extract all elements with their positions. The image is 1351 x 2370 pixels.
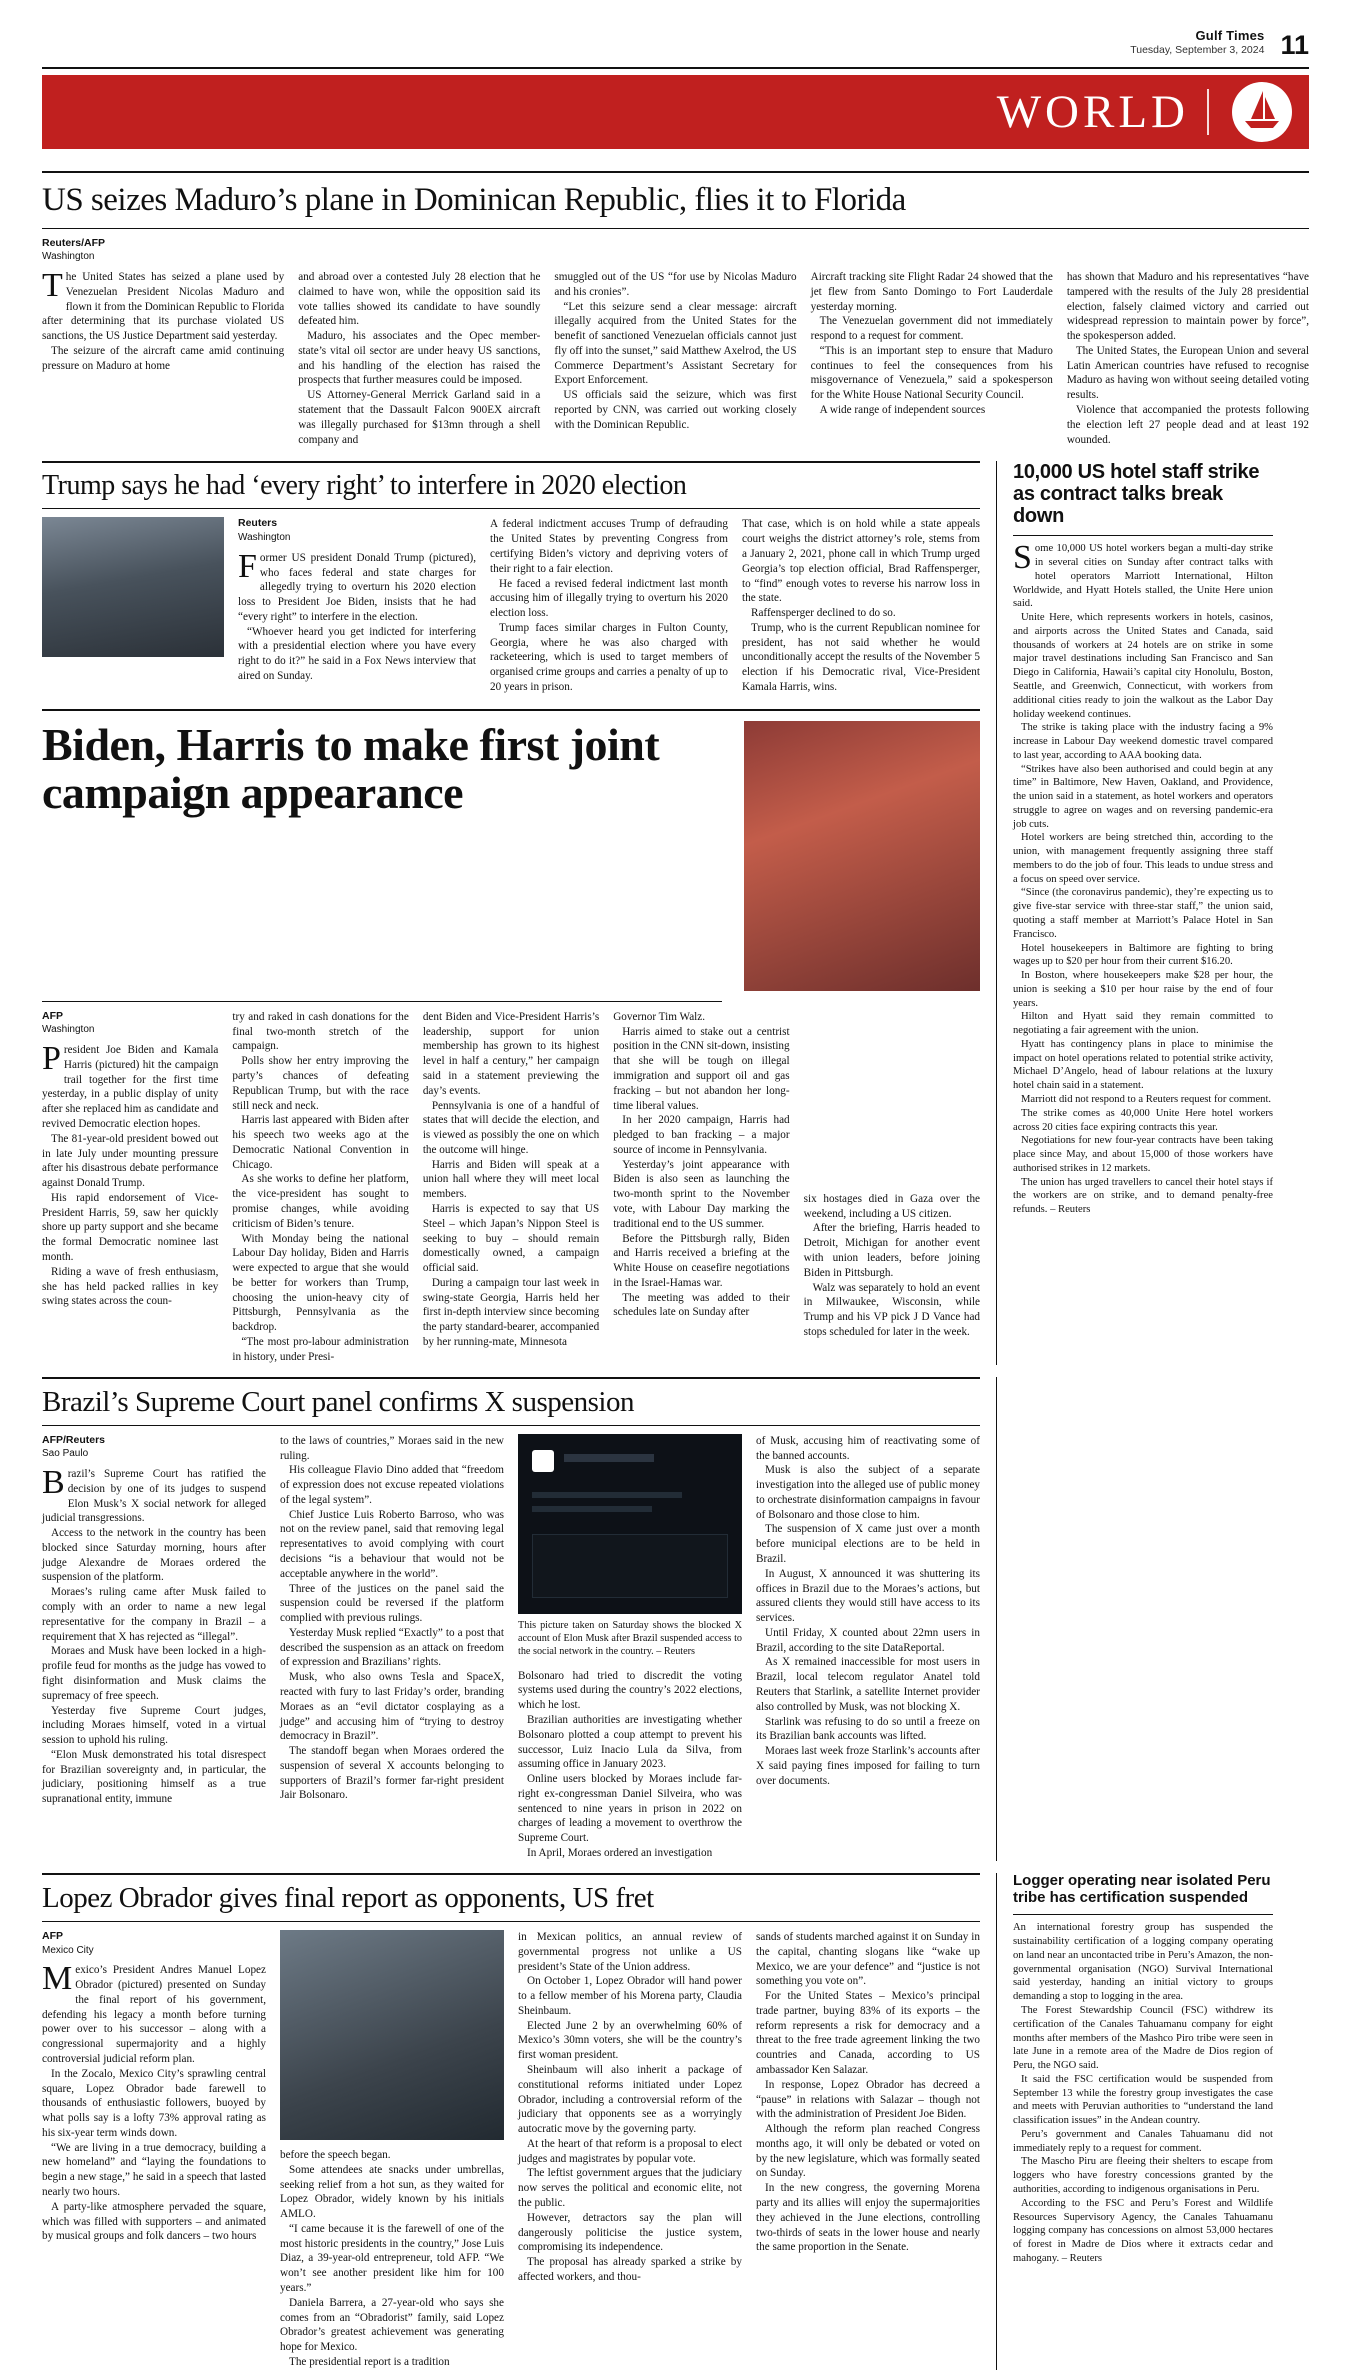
column: That case, which is on hold while a state appeals court weighs the district attorney’s role, stems from a January 2, 2021, phone call in which Trump urged Georgia’s top election official, Brad Raffensperger, to “find” enough votes to reverse his narrow loss in the state. Raffensperger declined to do so. Trump, who is the current Republican nominee for president, has not said whether he would unconditionally accept the results of the November 5 election if his Democratic rival, Vice-President Kamala Harris, wins. bbox=[742, 518, 980, 694]
byline-biden: AFP Washington bbox=[42, 1009, 95, 1036]
column-with-photo: This picture taken on Saturday shows the blocked X account of Elon Musk after Brazil suspended access to the social network in the country. – Reuters Bolsonaro had tried to discredit the voting systems used during the country’s 2022 elections, which he lost. Brazilian authorities are investigating whether Bolsonaro plotted a coup attempt to prevent his successor, Luiz Inacio Lula da Silva, from assuming office in January 2023. Online users blocked by Moraes include far-right ex-congressman Daniel Silveira, who was sentenced to nine years in prison in 2022 on charges of leading a movement to overthrow the Supreme Court. In April, Moraes ordered an investigation bbox=[518, 1434, 742, 1861]
rule-below-headline-trump bbox=[42, 508, 980, 509]
column: and abroad over a contested July 28 election that he claimed to have won, while the opposition said its vote tallies showed its candidate to have soundly defeated him. Maduro, his associates and the Opec member-state’s vital oil sector are under heavy US sanctions, and his handling of the election has raised the prospects that further measures could be imposed. US Attorney-General Merrick Garland said in a statement that the Dassault Falcon 900EX aircraft was illegally purchased for $13mn through a shell company and bbox=[298, 270, 541, 446]
rail-headline-logger: Logger operating near isolated Peru tribe has certification suspended bbox=[1013, 1871, 1271, 1906]
byline-location: Washington bbox=[42, 251, 95, 263]
rule-above-biden bbox=[42, 709, 980, 711]
section-title: WORLD bbox=[996, 86, 1189, 139]
column: in Mexican politics, an annual review of governmental progress not unlike a US president’s State of the Union address. On October 1, Lopez Obrador will hand power to a fellow member of his Morena party, Claudia Sheinbaum. Elected June 2 by an overwhelming 60% of Mexico’s 30mn voters, she will be the country’s first woman president. Sheinbaum will also inherit a package of constitutional reforms initiated under Lopez Obrador, including a controversial reform of the judiciary that opponents see as a worryingly autocratic move by the governing party. At the heart of that reform is a proposal to elect judges and magistrates by popular vote. The leftist government argues that the judiciary now serves the political and economic elite, not the public. However, detractors say the plan will dangerously politicise the justice system, compromising its independence. The proposal has already sparked a strike by affected workers, and thou- bbox=[518, 1930, 742, 2283]
column: to the laws of countries,” Moraes said in the new ruling. His colleague Flavio Dino added that “freedom of expression does not excuse repeated violations of the legal system”. Chief Justice Luis Roberto Barroso, who was not on the review panel, said that removing legal representatives to avoid complying with court decisions “is a behaviour that would not be acceptable anywhere in the world”. Three of the justices on the panel said the suspension could be reversed if the platform complied with previous rulings. Yesterday Musk replied “Exactly” to a post that described the suspension as an attack on freedom of expression and Brazilians’ rights. Musk, who also owns Tesla and SpaceX, reacted with fury to last Friday’s order, branding Moraes as an “evil dictator cosplaying as a judge” and accusing him of “trying to destroy democracy in Brazil”. The standoff began when Moraes ordered the suspension of several X accounts belonging to supporters of Brazil’s former far-right president Jair Bolsonaro. bbox=[280, 1434, 504, 1802]
masthead bbox=[0, 0, 1351, 61]
column: has shown that Maduro and his representatives “have tampered with the results of the July 28 presidential election, falsely claimed victory and carried out widespread repression to maintain power by force”, the spokesperson added. The United States, the European Union and several Latin American countries have refused to recognise Maduro as having won without seeing detailed voting results. Violence that accompanied the protests following the election left 27 people dead and at least 192 wounded. bbox=[1066, 270, 1310, 446]
column: AFP Washington President Joe Biden and Kamala Harris (pictured) hit the campaign trail together for the first time yesterday, in a public display of unity after she replaced him as candidate and revived Democratic election hopes. The 81-year-old president bowed out in late July under mounting pressure after his disastrous debate performance against Donald Trump. His rapid endorsement of Vice-President Harris, 59, saw her quickly shore up party support and she became the formal Democratic nominee last month. Riding a wave of fresh enthusiasm, she has held packed rallies in key swing states across the coun- bbox=[42, 1009, 219, 1308]
rail-hotel-strike: 10,000 US hotel staff strike as contract talks break down Some 10,000 US hotel workers began a multi-day strike in several cities on Sunday after contract talks with hotel operators Marriott International, Hilton Worldwide, and Hyatt Hotels stalled, the Unite Here union said. Unite Here, which represents workers in hotels, casinos, and airports across the United States and Canada, said thousands of workers at 24 hotels are on strike in some major travel destinations including San Francisco and San Diego in California, Hawaii’s capital city Honolulu, Boston, Seattle, and Greenwich, Connecticut, with workers from additional cities ready to join the walkout as the Labor Day holiday weekend continues. The strike is taking place with the industry facing a 9% increase in Labour Day weekend domestic travel compared to last year, according to AAA booking data. “Strikes have also been authorised and could begin at any time” in Baltimore, New Haven, Oakland, and Providence, the union said in a statement, as hotel workers and operators struggle to agree on wages and on reversing pandemic-era job cuts. Hotel workers are being stretched thin, according to the union, with management frequently assigning three staff members to do the job of four. This leads to undue stress and a focus on speed over service. “Since (the coronavirus pandemic), they’re expecting us to give five-star service with three-star staff,” the union said, quoting a staff member at Marriott’s Palace Hotel in San Francisco. Hotel housekeepers in Baltimore are fighting to bring wages up to $20 per hour from their current $16.20. In Boston, where housekeepers make $28 per hour, the union is seeking a $10 per hour raise by the end of four years. Hilton and Hyatt said they remain committed to negotiating a fair agreement with the union. Hyatt has contingency plans in place to minimise the impact on hotel operations related to potential strike activity, Michael D’Angelo, head of labour relations at the luxury hotel chain said in a statement. Marriott did not respond to a Reuters request for comment. The strike comes as 40,000 Unite Here hotel workers across 20 cities face expiring contracts this year. Negotiations for new four-year contracts have been taking place since May, and about 15,000 of those workers have authorised strikes in 12 markets. The union has urged travellers to cancel their hotel stays if the workers are on strike, and to demand penalty-free refunds. – Reuters bbox=[1013, 461, 1273, 1216]
section-banner bbox=[42, 75, 1309, 149]
dhow-logo-icon bbox=[1231, 81, 1293, 143]
column: smuggled out of the US “for use by Nicolas Maduro and his cronies”. “Let this seizure send a clear message: aircraft illegally acquired from the United States for the benefit of sanctioned Venezuelan officials cannot just fly off into the sunset,” said Matthew Axelrod, the US Commerce Department’s Assistant Secretary for Export Enforcement. US officials said the seizure, which was first reported by CNN, was carried out working closely with the Dominican Republic. bbox=[554, 270, 797, 431]
column: Reuters Washington Former US president Donald Trump (pictured), who faces federal and state charges for allegedly trying to overturn his 2020 election loss to President Joe Biden, insists that he had “every right” to interfere in the election. “Whoever heard you get indicted for interfering with a presidential election where you have every right to do it?” he said in a Fox News interview that aired on Sunday. bbox=[238, 517, 476, 682]
column: Aircraft tracking site Flight Radar 24 showed that the jet flew from Santo Domingo to Fort Lauderdale yesterday morning. The Venezuelan government did not immediately respond to a request for comment. “This is an important step to ensure that Maduro continues to feel the consequences from his misgovernance of Venezuela,” said a spokesperson for the White House National Security Council. A wide range of independent sources bbox=[810, 270, 1053, 416]
banner-divider bbox=[1207, 89, 1209, 135]
column: AFP/Reuters Sao Paulo Brazil’s Supreme Court has ratified the decision by one of its judges to suspend Elon Musk’s X social network for alleged judicial transgressions. Access to the network in the country has been blocked since Saturday morning, hours after judge Alexandre de Moraes ordered the suspension of the platform. Moraes’s ruling came after Musk failed to comply with an order to name a new legal representative for the company in Brazil – a requirement that X has rejected as “illegal”. Moraes and Musk have been locked in a high-profile feud for months as the judge has vowed to fight disinformation and Musk claims the supremacy of free speech. Yesterday five Supreme Court judges, including Moraes himself, voted in a virtual session to uphold his ruling. “Elon Musk demonstrated his total disrespect for Brazilian sovereignty and, in particular, the judiciary, positioning himself as a true supranational entity, immune bbox=[42, 1433, 266, 1806]
headline-maduro: US seizes Maduro’s plane in Dominican Republic, flies it to Florida bbox=[42, 182, 906, 219]
column: of Musk, accusing him of reactivating some of the banned accounts. Musk is also the subject of a separate investigation into the alleged use of public money to orchestrate disinformation campaigns in favour of Bolsonaro and those close to him. The suspension of X came just over a month before municipal elections are to be held in Brazil. In August, X announced it was shuttering its offices in Brazil due to the Moraes’s actions, but assured clients they would still have access to its services. Until Friday, X counted about 22mn users in Brazil, according to the site DataReportal. As X remained inaccessible for most users in Brazil, local telecom regulator Anatel told Reuters that Starlink, a satellite Internet provider also controlled by Musk, was not blocking X. Starlink was refusing to do so until a freeze on its Brazilian bank accounts was lifted. Moraes last week froze Starlink’s accounts after X said paying fines imposed for failing to turn over documents. bbox=[756, 1434, 980, 1787]
column: six hostages died in Gaza over the weekend, including a US citizen. After the briefing, Harris headed to Detroit, Michigan for another event with union leaders, before joining Biden in Pittsburgh. Walz was separately to hold an event in Milwaukee, Wisconsin, while Trump and his VP pick J D Vance had stops scheduled for later in the week. bbox=[803, 1192, 981, 1338]
byline-agency: Reuters/AFP bbox=[42, 236, 106, 249]
column: dent Biden and Vice-President Harris’s leadership, support for union membership has grown to its highest level in half a century,” her campaign said in a statement previewing the day’s events. Pennsylvania is one of a handful of states that will decide the election, and is viewed as possibly the one on which the outcome will hinge. Harris and Biden will speak at a union hall where they will meet local members. Harris is expected to say that US Steel – which Japan’s Nippon Steel is seeking to buy – should remain domestically owned, a campaign official said. During a campaign tour last week in swing-state Georgia, Harris held her first in-depth interview since becoming the party standard-bearer, accompanied by her running-mate, Minnesota bbox=[422, 1010, 600, 1349]
rail-headline-hotel-strike: 10,000 US hotel staff strike as contract talks break down bbox=[1013, 461, 1260, 528]
byline-trump: Reuters Washington bbox=[238, 517, 291, 544]
byline-maduro bbox=[42, 237, 1309, 264]
photo-trump bbox=[42, 517, 224, 657]
headline-biden: Biden, Harris to make first joint campaign appearance bbox=[42, 718, 660, 819]
column: A federal indictment accuses Trump of defrauding the United States by preventing Congress from certifying Biden’s victory and depriving voters of their right to a fair election. He faced a revised federal indictment last month accusing him of illegally trying to overturn his 2020 election loss. Trump faces similar charges in Fulton County, Georgia, where he was also charged with racketeering, which is used to target members of organised crime groups and carries a penalty of up to 20 years in prison. bbox=[490, 518, 728, 694]
rail-rule bbox=[1013, 535, 1273, 536]
rule-below-headline-brazil bbox=[42, 1425, 980, 1426]
story-maduro bbox=[0, 171, 1351, 447]
mid-section bbox=[0, 447, 1351, 1364]
column: The United States has seized a plane used by Venezuelan President Nicolas Maduro and flown it from the Dominican Republic to Florida after determining that its purchase violated US sanctions, the US Justice Department said yesterday. The seizure of the aircraft came amid continuing pressure on Maduro at home bbox=[42, 266, 285, 372]
byline-amlo: AFP Mexico City bbox=[42, 1929, 94, 1956]
photo-lopez-obrador bbox=[280, 1930, 504, 2140]
headline-brazil: Brazil’s Supreme Court panel confirms X suspension bbox=[42, 1385, 634, 1418]
photo-kamala-harris bbox=[744, 721, 980, 991]
rule-below-headline-amlo bbox=[42, 1921, 980, 1922]
bottom-section bbox=[0, 1861, 1351, 2370]
column-with-photo: before the speech began. Some attendees ate snacks under umbrellas, seeking relief from a hot sun, as they waited for Lopez Obrador, widely known by his initials AMLO. “I came because it is the farewell of one of the most historic presidents in the country,” Jose Luis Diaz, a 39-year-old entrepreneur, told AFP. “We won’t see another president like him for 100 years.” Daniela Barrera, a 27-year-old who says she comes from an “Obradorist” family, said Lopez Obrador’s greatest achievement was generating hope for Mexico. The presidential report is a tradition bbox=[280, 1930, 504, 2370]
headline-amlo: Lopez Obrador gives final report as opponents, US fret bbox=[42, 1881, 654, 1914]
page-number: 11 bbox=[1280, 30, 1309, 61]
column: sands of students marched against it on Sunday in the capital, chanting slogans like “wake up Mexico, we are your defence” and “justice is not something you vote on”. For the United States – Mexico’s principal trade partner, buying 83% of its exports – the reform represents a risk for democracy and a threat to the free trade agreement linking the two countries and Canada, according to US ambassador Ken Salazar. In response, Lopez Obrador has decreed a “pause” in relations with Salazar – though not with the administration of President Joe Biden. Although the reform plan reached Congress months ago, it will only be debated or voted on by the new legislature, which was formally seated on Sunday. In the new congress, the governing Morena party and its allies will enjoy the supermajorities they achieved in the June elections, controlling two-thirds of seats in the lower house and nearly the same proportion in the Senate. bbox=[756, 1930, 980, 2254]
column: Governor Tim Walz. Harris aimed to stake out a centrist position in the CNN sit-down, insisting that she will be tough on illegal immigration and support oil and gas fracking – but not abandon her long-time liberal values. In her 2020 campaign, Harris had pledged to ban fracking – a major source of income in Pennsylvania. Yesterday’s joint appearance with Biden is also seen as launching the two-month sprint to the November vote, with Labour Day marking the traditional end to the US summer. Before the Pittsburgh rally, Biden and Harris received a briefing at the White House on ceasefire negotiations in the Israel-Hamas war. The meeting was added to their schedules late on Sunday after bbox=[613, 1010, 790, 1319]
column: try and raked in cash donations for the final two-month stretch of the campaign. Polls show her entry improving the party’s chances of defeating Republican Trump, but with the race still neck and neck. Harris last appeared with Biden after his speech two weeks ago at the Democratic National Convention in Chicago. As she works to define her platform, the vice-president has sought to promise changes, while avoiding criticism of Biden’s tenure. With Monday being the national Labour Day holiday, Biden and Harris were expected to argue that she would be better for workers than Trump, choosing the union-heavy city of Pittsburgh, Pennsylvania as the backdrop. “The most pro-labour administration in history, under Presi- bbox=[232, 1010, 409, 1363]
story-brazil bbox=[0, 1365, 1351, 1861]
rail-rule-2 bbox=[1013, 1914, 1273, 1915]
paper-name: Gulf Times bbox=[1195, 28, 1265, 43]
byline-brazil: AFP/Reuters Sao Paulo bbox=[42, 1433, 106, 1460]
masthead-rule bbox=[42, 67, 1309, 69]
issue-date: Tuesday, September 3, 2024 bbox=[1130, 44, 1265, 57]
photo-x-account bbox=[518, 1434, 742, 1614]
rail-divider-3 bbox=[996, 1873, 997, 2370]
rail-divider bbox=[996, 461, 997, 1364]
rule-below-headline-biden bbox=[42, 1001, 722, 1002]
rail-logger-peru: Logger operating near isolated Peru tribe has certification suspended An international forestry group has suspended the sustainability certification of a logging company operating on land near an uncontacted tribe in Peru’s Amazon, the non-governmental organisation (NGO) Survival International said yesterday, handing an initial victory to groups demanding a stop to logging in the area. The Forest Stewardship Council (FSC) withdrew its certification of the Canales Tahuamanu company for eight months after members of the Mashco Piro tribe were seen in late June in a remote area of the Madre de Dios region of Peru, the NGO said. It said the FSC certification would be suspended from September 13 while the forestry group investigates the case and meets with Peruvian authorities to “understand the land classification issues” in the Andean country. Peru’s government and Canales Tahuamanu did not immediately reply to a request for comment. The Mascho Piru are fleeing their shelters to escape from loggers who have forestry concessions granted by the authorities, according to indigenous organisations in Peru. According to the FSC and Peru’s Forest and Wildlife Resources Supervisory Agency, the Canales Tahuamanu logging company has concessions on almost 53,000 hectares of forest in Madre de Dios where it extracts cedar and mahogany. – Reuters bbox=[1013, 1871, 1273, 2264]
column: AFP Mexico City Mexico’s President Andres Manuel Lopez Obrador (pictured) presented on Sunday the final report of his government, defending his legacy a month before turning power over to his successor – along with a congressional supermajority and a highly controversial judicial reform plan. In the Zocalo, Mexico City’s sprawling central square, Lopez Obrador bade farewell to thousands of enthusiastic followers, buoyed by what polls say is a lofty 73% approval rating as his six-year term winds down. “We are living in a true democracy, building a new homeland” and “laying the foundations to begin a new stage,” he said in a speech that lasted nearly two hours. A party-like atmosphere pervaded the square, which was filled with supporters – and animated by musical groups and folk dancers – two hours bbox=[42, 1929, 266, 2243]
caption-brazil: This picture taken on Saturday shows the blocked X account of Elon Musk after Brazil suspended access to the social network in the country. – Reuters bbox=[518, 1619, 742, 1658]
headline-trump: Trump says he had ‘every right’ to interfere in 2020 election bbox=[42, 470, 687, 502]
rail-divider-2 bbox=[996, 1377, 997, 1861]
